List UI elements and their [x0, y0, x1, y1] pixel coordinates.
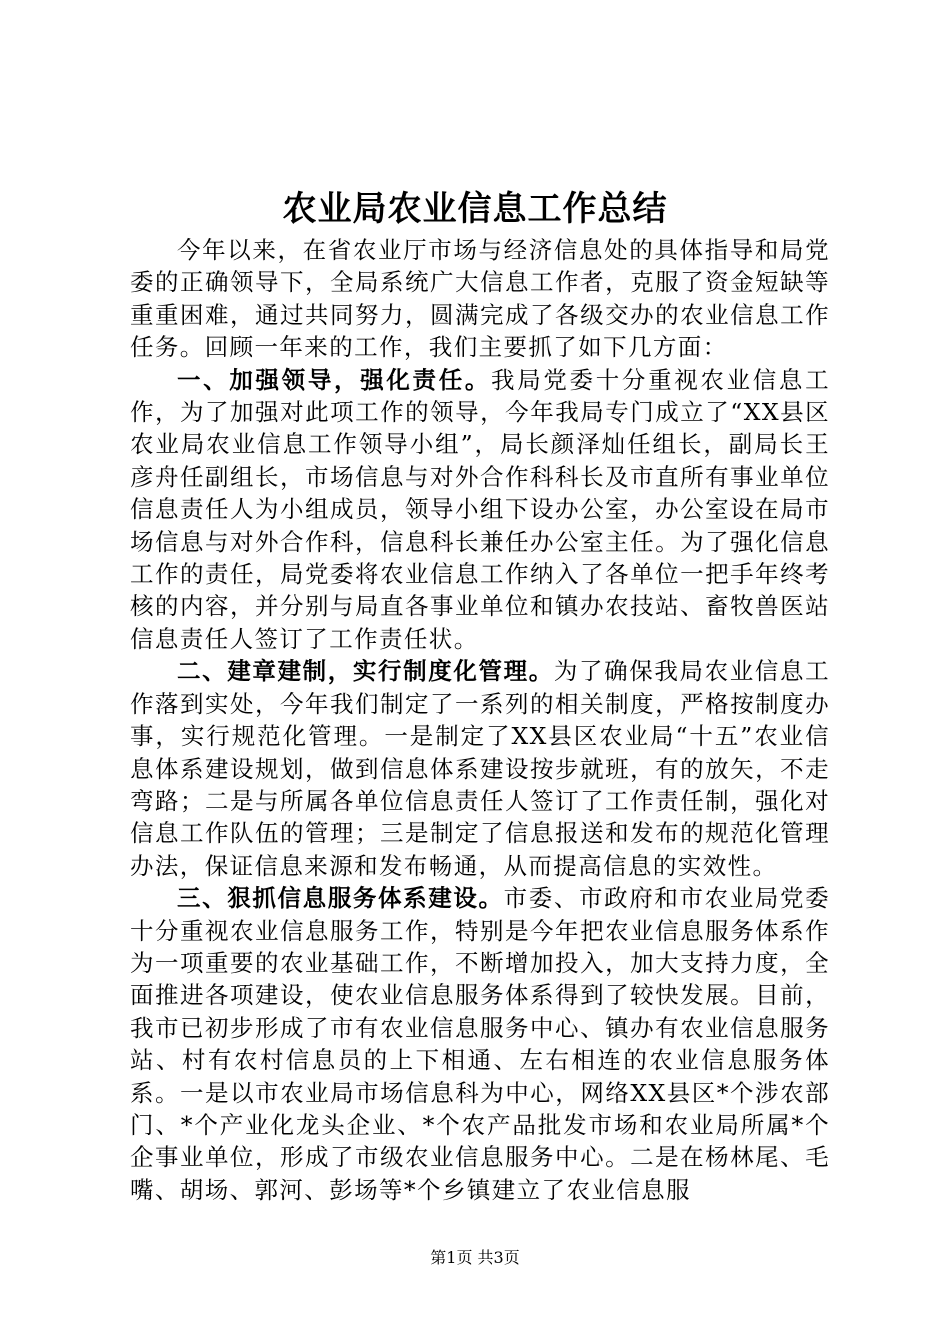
paragraph-text: 我局党委十分重视农业信息工作，为了加强对此项工作的领导，今年我局专门成立了“XX县区农业局农业信息工作领导小组”，局长颜泽灿任组长，副局长王彦舟任副组长，市场信息与对外合作科科长及市直所有事业单位信息责任人为小组成员，领导小组下设办公室，办公室设在局市场信息与对外合作科，信息科长兼任办公室主任。为了强化信息工作的责任，局党委将农业信息工作纳入了各单位一把手年终考核的内容，并分别与局直各事业单位和镇办农技站、畜牧兽医站信息责任人签订了工作责任状。: [130, 365, 830, 653]
paragraph-text: 今年以来，在省农业厅市场与经济信息处的具体指导和局党委的正确领导下，全局系统广大信息工作者，克服了资金短缺等重重困难，通过共同努力，圆满完成了各级交办的农业信息工作任务。回顾一年来的工作，我们主要抓了如下几方面：: [130, 236, 830, 362]
section-heading: 一、加强领导，强化责任。: [177, 365, 492, 394]
paragraph-section-1: [130, 364, 830, 656]
document-title: 农业局农业信息工作总结: [282, 189, 668, 229]
paragraph-section-2: [130, 655, 830, 882]
paragraph-text: 市委、市政府和市农业局党委十分重视农业信息服务工作，特别是今年把农业信息服务体系作为一项重要的农业基础工作，不断增加投入，加大支持力度，全面推进各项建设，使农业信息服务体系得到了较快发展。目前，我市已初步形成了市有农业信息服务中心、镇办有农业信息服务站、村有农村信息员的上下相通、左右相连的农业信息服务体系。一是以市农业局市场信息科为中心，网络XX县区*个涉农部门、*个产业化龙头企业、*个农产品批发市场和农业局所属*个企事业单位，形成了市级农业信息服务中心。二是在杨林尾、毛嘴、胡场、郭河、彭场等*个乡镇建立了农业信息服: [130, 884, 830, 1204]
paragraph-intro: [130, 234, 830, 364]
document-body: [130, 234, 830, 1206]
page-footer: 第1页 共3页: [430, 1248, 520, 1267]
section-heading: 二、建章建制，实行制度化管理。: [177, 657, 554, 686]
section-heading: 三、狠抓信息服务体系建设。: [177, 884, 504, 913]
paragraph-text: 为了确保我局农业信息工作落到实处，今年我们制定了一系列的相关制度，严格按制度办事，实行规范化管理。一是制定了XX县区农业局“十五”农业信息体系建设规划，做到信息体系建设按步就班，有的放矢，不走弯路；二是与所属各单位信息责任人签订了工作责任制，强化对信息工作队伍的管理；三是制定了信息报送和发布的规范化管理办法，保证信息来源和发布畅通，从而提高信息的实效性。: [130, 657, 830, 880]
paragraph-section-3: [130, 882, 830, 1206]
